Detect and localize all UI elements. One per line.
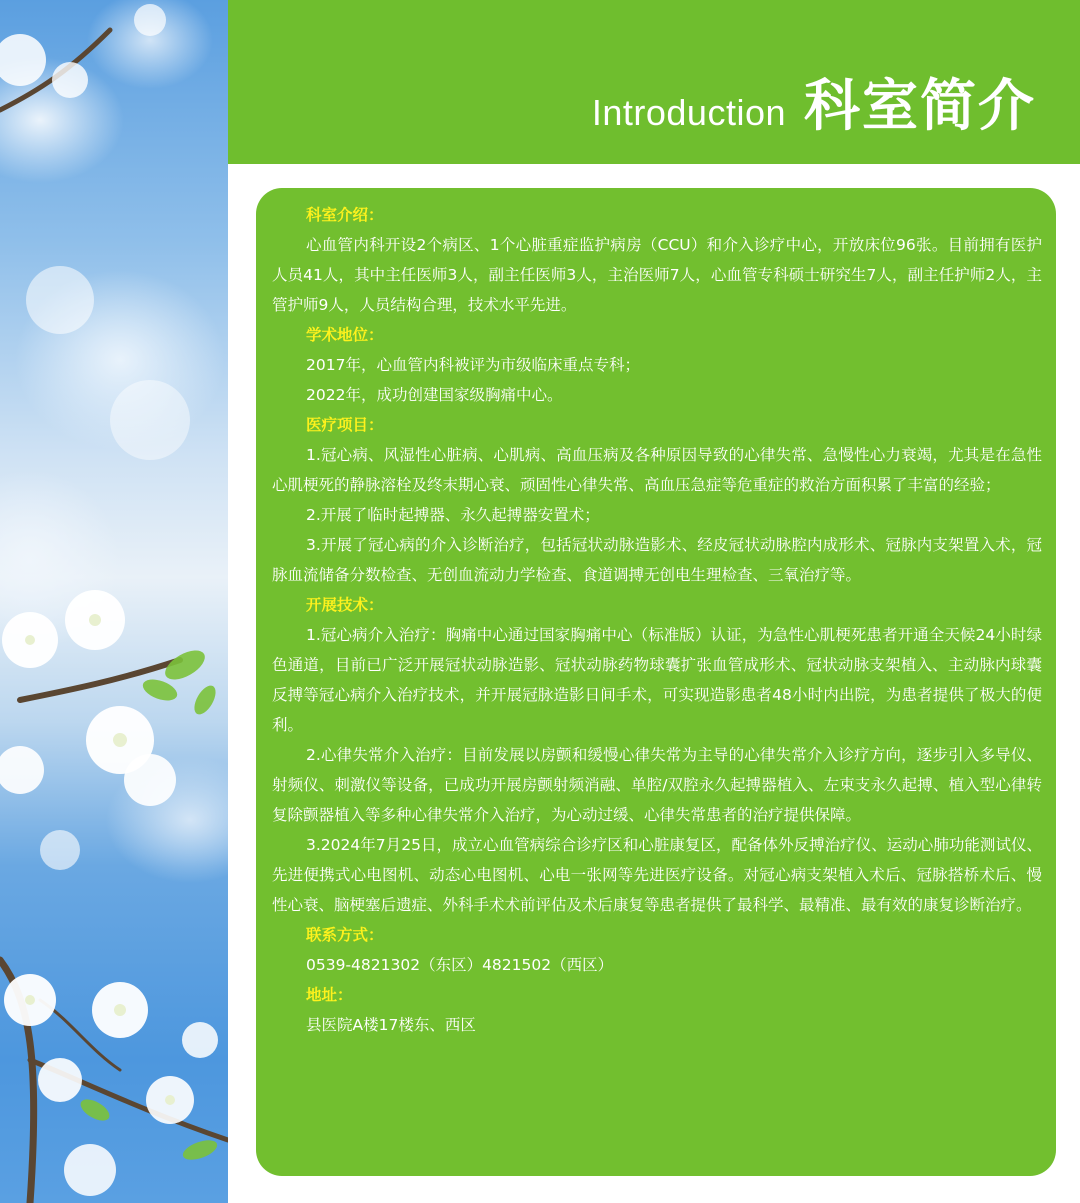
section-technologies — [272, 590, 1042, 920]
section-paragraph: 3.开展了冠心病的介入诊断治疗，包括冠状动脉造影术、经皮冠状动脉腔内成形术、冠脉内支架置入术，冠脉血流储备分数检查、无创血流动力学检查、食道调搏无创电生理检查、三氧治疗等。 — [272, 536, 1042, 584]
section-heading: 科室介绍： — [306, 206, 384, 224]
section-paragraph: 2.开展了临时起搏器、永久起搏器安置术； — [306, 506, 600, 524]
header-band — [228, 0, 1080, 164]
section-heading: 学术地位： — [306, 326, 384, 344]
section-paragraph: 2.心律失常介入治疗：目前发展以房颤和缓慢心律失常为主导的心律失常介入诊疗方向，逐步引入多导仪、射频仪、刺激仪等设备，已成功开展房颤射频消融、单腔/双腔永久起搏器植入、左束支永久起搏、植入型心律转复除颤器植入等多种心律失常介入治疗，为心动过缓、心律失常患者的治疗提供保障。 — [272, 746, 1042, 824]
section-medical-services — [272, 410, 1042, 590]
section-paragraph: 2017年，心血管内科被评为市级临床重点专科； — [306, 356, 640, 374]
address-text: 县医院A楼17楼东、西区 — [306, 1016, 476, 1034]
section-paragraph: 1.冠心病、风湿性心脏病、心肌病、高血压病及各种原因导致的心律失常、急慢性心力衰竭，尤其是在急性心肌梗死的静脉溶栓及终末期心衰、顽固性心律失常、高血压急症等危重症的救治方面积累了丰富的经验； — [272, 446, 1042, 494]
section-heading: 开展技术： — [306, 596, 384, 614]
title-chinese: 科室简介 — [804, 74, 1036, 139]
section-paragraph: 2022年，成功创建国家级胸痛中心。 — [306, 386, 563, 404]
page-title — [592, 62, 1036, 142]
section-contact — [272, 920, 1042, 980]
section-paragraph: 3.2024年7月25日，成立心血管病综合诊疗区和心脏康复区，配备体外反搏治疗仪、运动心肺功能测试仪、先进便携式心电图机、动态心电图机、心电一张网等先进医疗设备。对冠心病支架植入术后、冠脉搭桥术后、慢性心衰、脑梗塞后遗症、外科手术术前评估及术后康复等患者提供了最科学、最精准、最有效的康复诊断治疗。 — [272, 836, 1042, 914]
content-card — [256, 188, 1056, 1176]
sky-blossom-photo — [0, 0, 228, 1203]
phone-number: 0539-4821302（东区）4821502（西区） — [306, 956, 614, 974]
section-heading: 地址： — [306, 986, 353, 1004]
section-paragraph: 心血管内科开设2个病区、1个心脏重症监护病房（CCU）和介入诊疗中心，开放床位96张。目前拥有医护人员41人，其中主任医师3人，副主任医师3人，主治医师7人，心血管专科硕士研究生7人，副主任护师2人，主管护师9人，人员结构合理，技术水平先进。 — [272, 236, 1042, 314]
section-academic-status — [272, 320, 1042, 410]
section-heading: 联系方式： — [306, 926, 384, 944]
title-english: Introduction — [591, 92, 786, 133]
section-heading: 医疗项目： — [306, 416, 384, 434]
blossom-illustration — [0, 0, 228, 1203]
section-paragraph: 1.冠心病介入治疗：胸痛中心通过国家胸痛中心（标准版）认证，为急性心肌梗死患者开通全天候24小时绿色通道，目前已广泛开展冠状动脉造影、冠状动脉药物球囊扩张血管成形术、冠状动脉支架植入、主动脉内球囊反搏等冠心病介入治疗技术，并开展冠脉造影日间手术，可实现造影患者48小时内出院，为患者提供了极大的便利。 — [272, 626, 1042, 734]
section-department-intro — [272, 200, 1042, 320]
section-address — [272, 980, 1042, 1040]
